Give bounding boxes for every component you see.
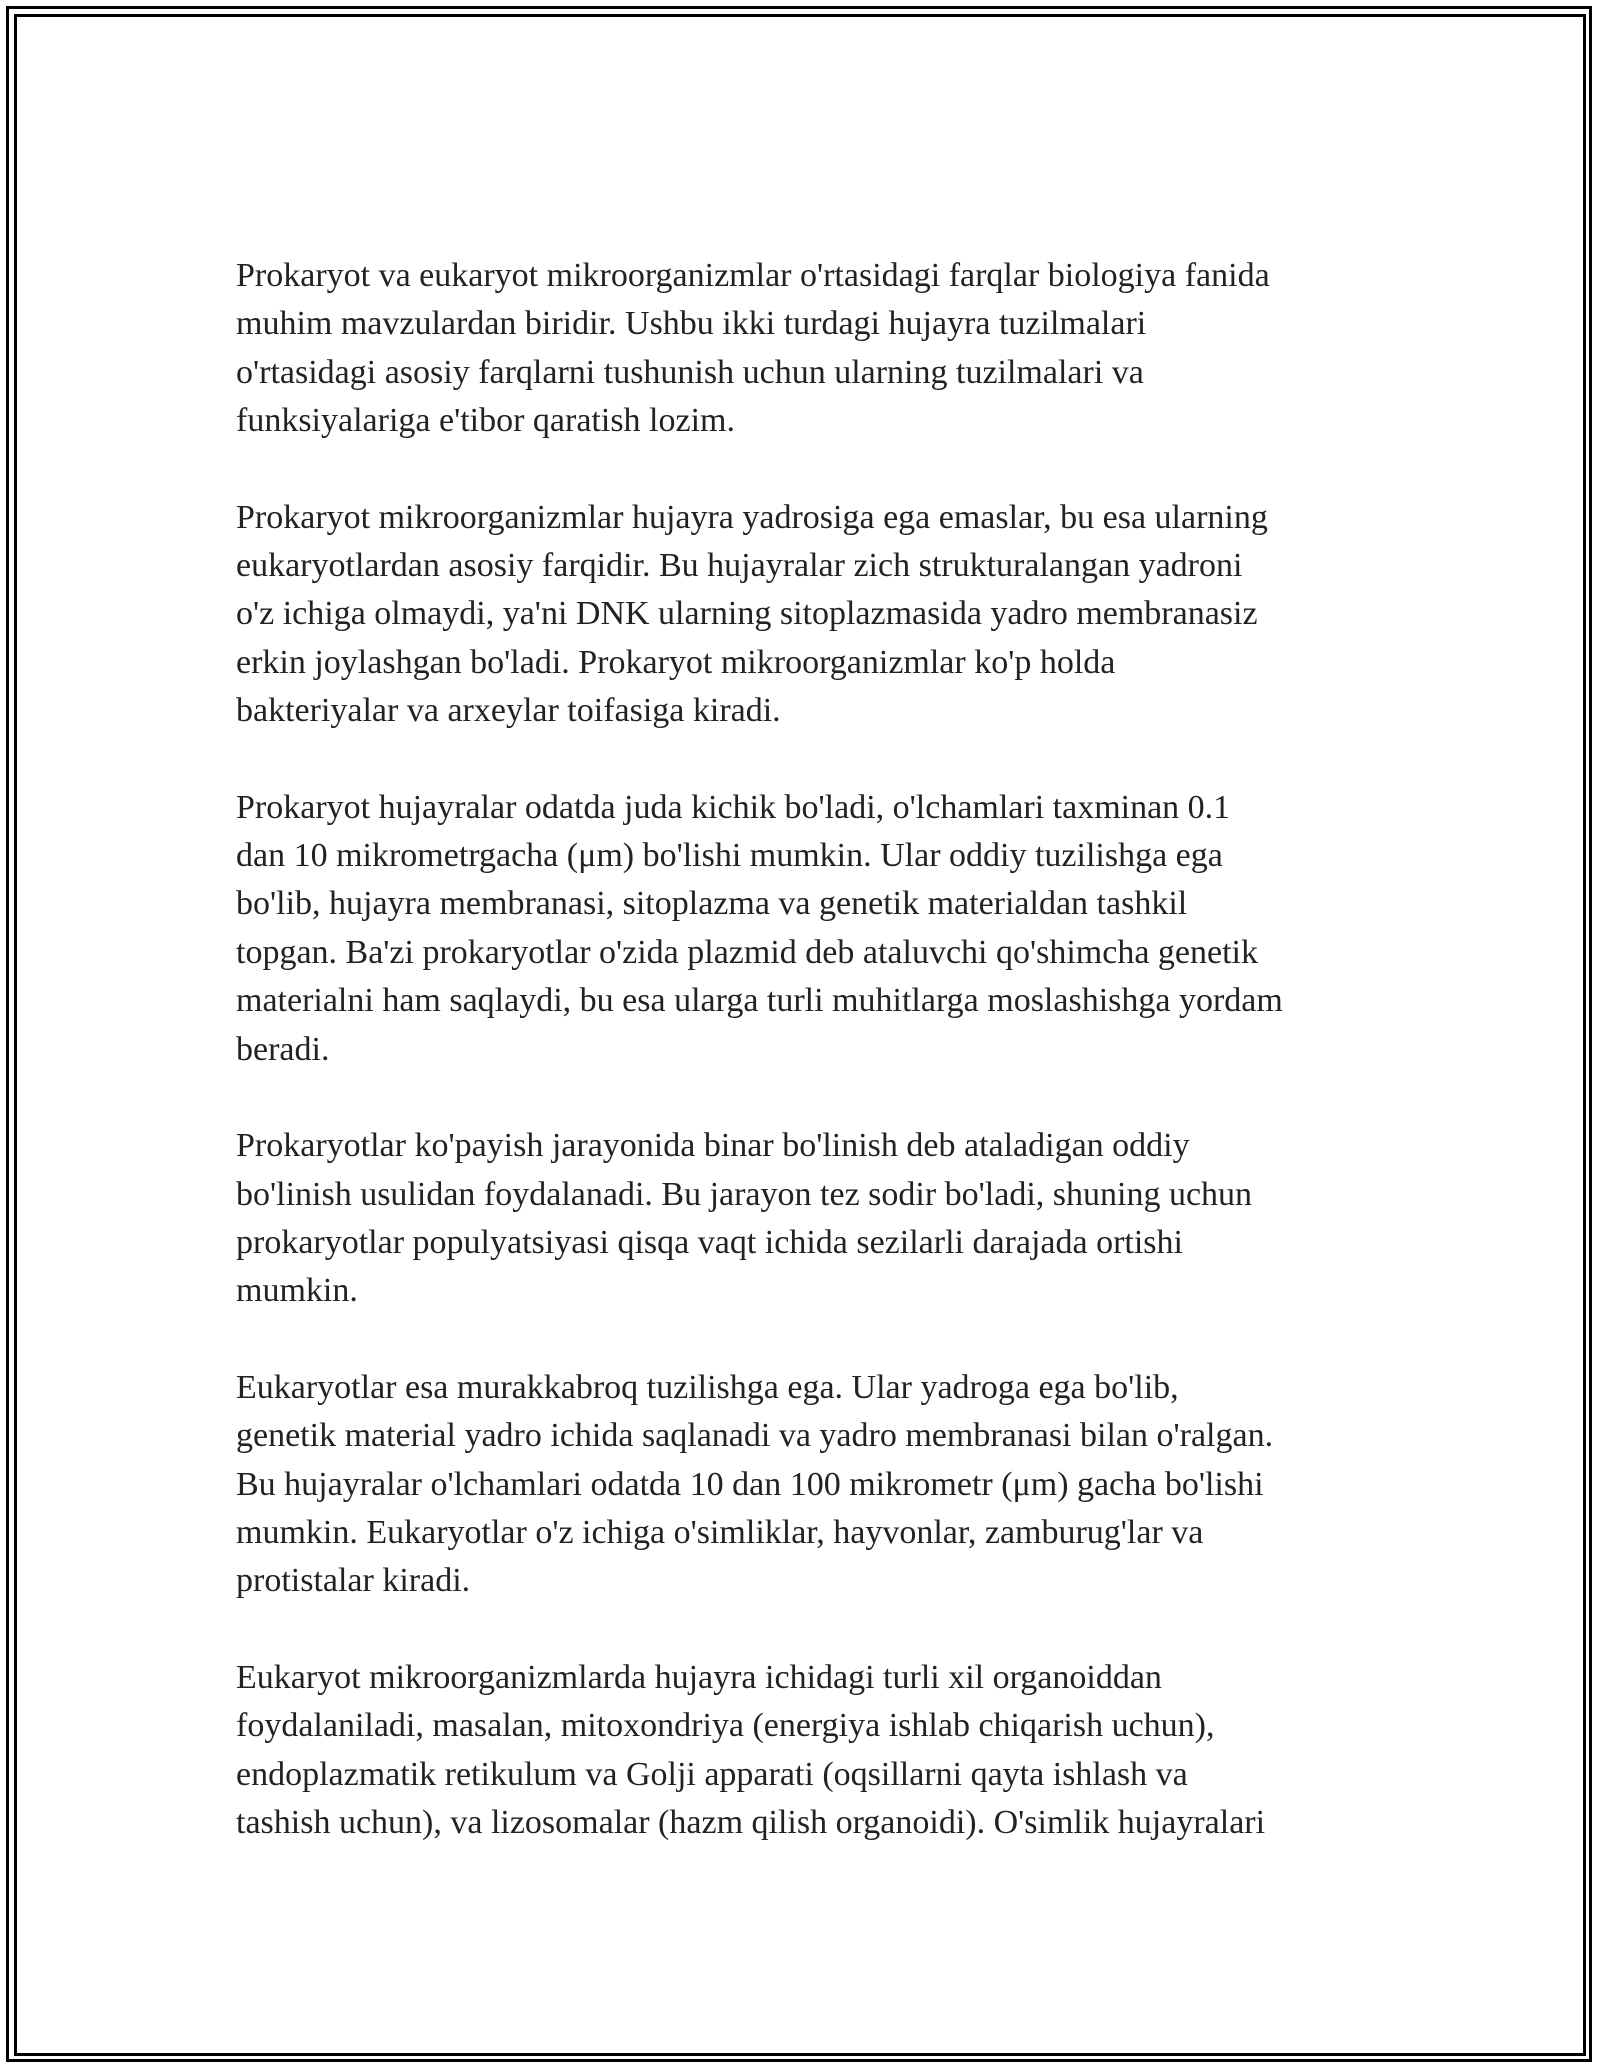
paragraph-5: Eukaryotlar esa murakkabroq tuzilishga ega. Ular yadroga ega bo'lib, genetik material yadro ichida saqlanadi va yadro membranasi bilan o'ralgan. Bu hujayralar o'lchamlari odatda 10 dan 100 mikrometr (μm) gacha bo'lishi mumkin. Eukaryotlar o'z ichiga o'simliklar, hayvonlar, zamburug'lar va protistalar kiradi. <box>236 1368 1274 1600</box>
paragraph-1: Prokaryot va eukaryot mikroorganizmlar o'rtasidagi farqlar biologiya fanida muhim mavzulardan biridir. Ushbu ikki turdagi hujayra tuzilmalari o'rtasidagi asosiy farqlarni tushunish uchun ularning tuzilmalari va funksiyalariga e'tibor qaratish lozim. <box>236 257 1270 440</box>
document-body <box>236 252 1376 1895</box>
paragraph-6: Eukaryot mikroorganizmlarda hujayra ichidagi turli xil organoiddan foydalaniladi, masalan, mitoxondriya (energiya ishlab chiqarish uchun), endoplazmatik retikulum va Golji apparati (oqsillarni qayta ishlash va tashish uchun), va lizosomalar (hazm qilish organoidi). O'simlik hujayralari <box>236 1658 1266 1841</box>
paragraph-2: Prokaryot mikroorganizmlar hujayra yadrosiga ega emaslar, bu esa ularning eukaryotlardan asosiy farqidir. Bu hujayralar zich strukturalangan yadroni o'z ichiga olmaydi, ya'ni DNK ularning sitoplazmasida yadro membranasiz erkin joylashgan bo'ladi. Prokaryot mikroorganizmlar ko'p holda bakteriyalar va arxeylar toifasiga kiradi. <box>236 498 1268 730</box>
paragraph-3: Prokaryot hujayralar odatda juda kichik bo'ladi, o'lchamlari taxminan 0.1 dan 10 mikrometrgacha (μm) bo'lishi mumkin. Ular oddiy tuzilishga ega bo'lib, hujayra membranasi, sitoplazma va genetik materialdan tashkil topgan. Ba'zi prokaryotlar o'zida plazmid deb ataluvchi qo'shimcha genetik materialni ham saqlaydi, bu esa ularga turli muhitlarga moslashishga yordam beradi. <box>236 788 1283 1068</box>
paragraph-4: Prokaryotlar ko'payish jarayonida binar bo'linish deb ataladigan oddiy bo'linish usulidan foydalanadi. Bu jarayon tez sodir bo'ladi, shuning uchun prokaryotlar populyatsiyasi qisqa vaqt ichida sezilarli darajada ortishi mumkin. <box>236 1127 1253 1310</box>
